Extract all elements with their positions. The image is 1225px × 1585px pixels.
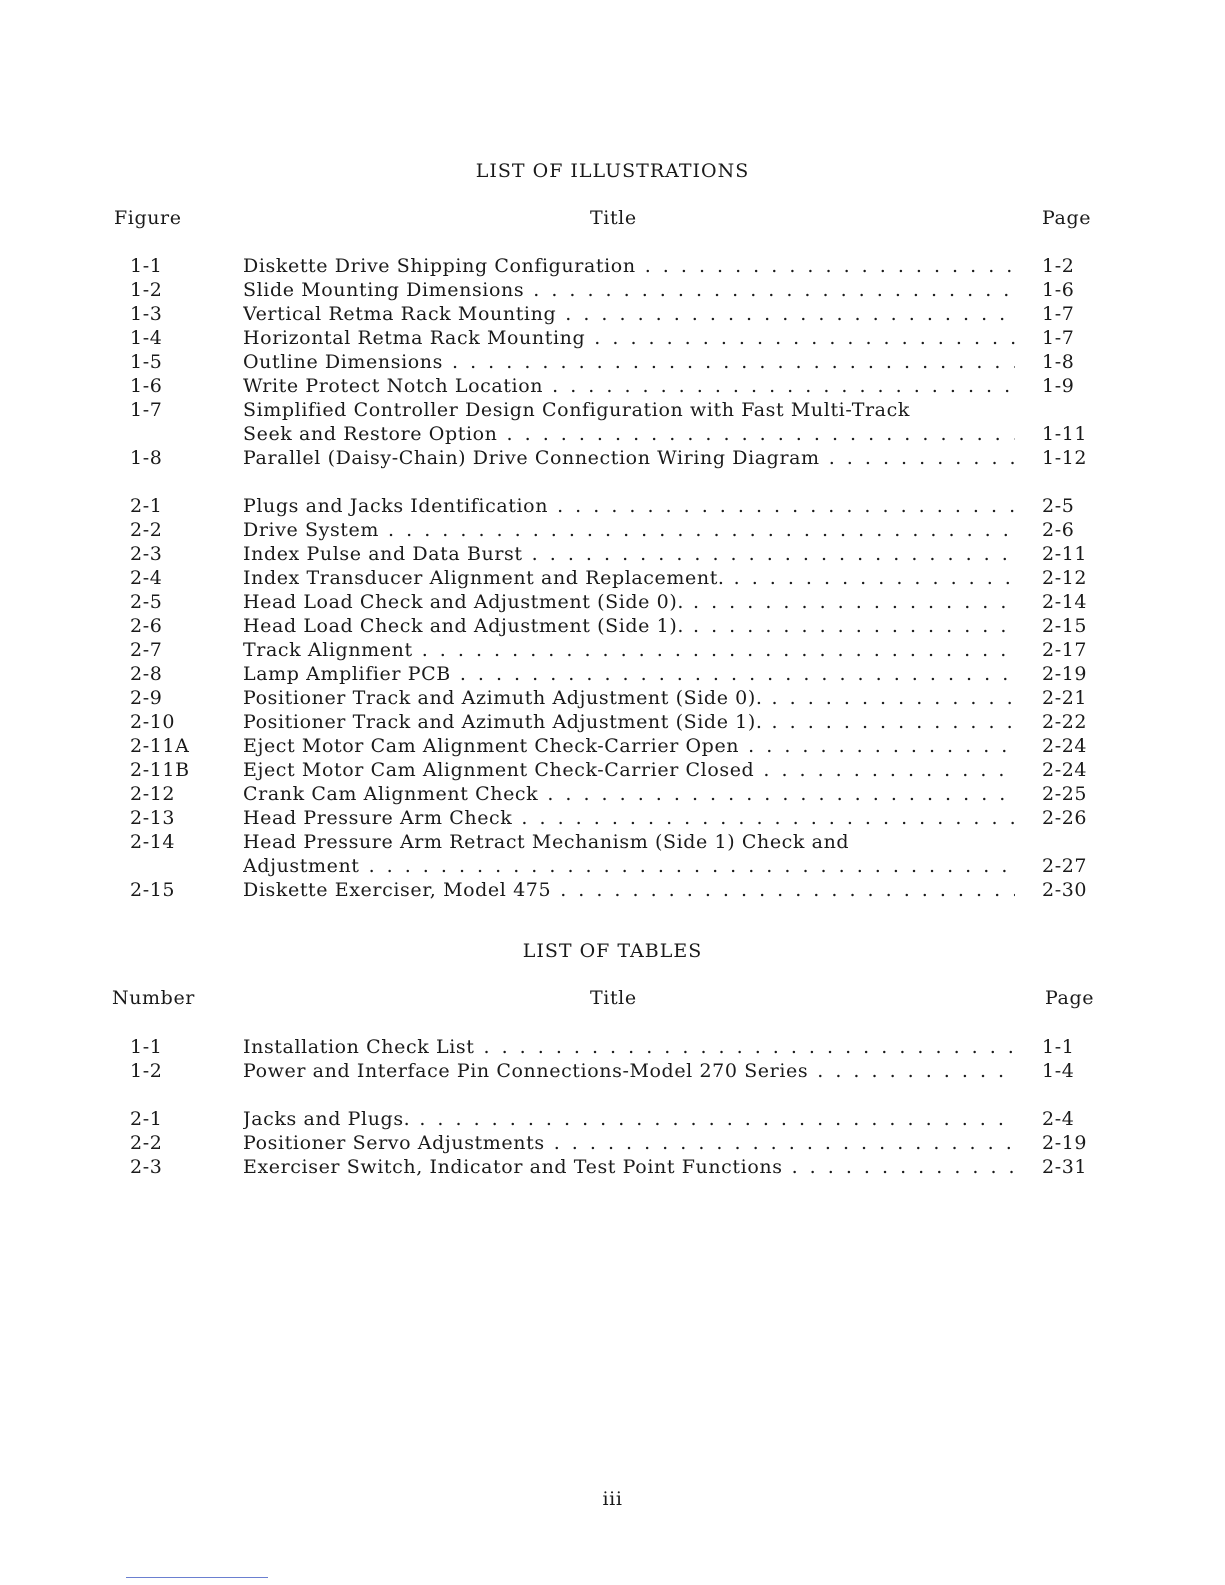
entry-page: 2-26 <box>1042 807 1088 829</box>
entry-title <box>243 494 1015 518</box>
entry-page: 1-1 <box>1042 1036 1075 1058</box>
entry-title-text: Eject Motor Cam Alignment Check-Carrier Open <box>243 735 740 757</box>
entry-title-text: Seek and Restore Option <box>243 423 498 445</box>
dot-leader <box>410 1108 1015 1130</box>
entry-number: 1-1 <box>130 1036 163 1058</box>
entry-title-text: Exerciser Switch, Indicator and Test Point Functions <box>243 1156 783 1178</box>
entry-page: 1-7 <box>1042 303 1075 325</box>
toc-row <box>0 542 1225 566</box>
entry-title <box>243 542 1015 566</box>
entry-title-text: Head Pressure Arm Retract Mechanism (Side 1) Check and <box>243 831 850 853</box>
dot-leader <box>551 879 1015 901</box>
entry-title-text: Simplified Controller Design Configuration with Fast Multi-Track <box>243 399 910 421</box>
toc-row <box>0 494 1225 518</box>
entry-title-text: Positioner Track and Azimuth Adjustment (Side 1). <box>243 711 763 733</box>
entry-number: 2-11A <box>130 735 190 757</box>
entry-title-text: Jacks and Plugs. <box>243 1108 411 1130</box>
entry-page: 2-27 <box>1042 855 1088 877</box>
entry-title <box>243 350 1015 374</box>
entry-number: 2-10 <box>130 711 176 733</box>
entry-title <box>243 566 1015 590</box>
entry-title-text: Index Pulse and Data Burst <box>243 543 523 565</box>
entry-page: 2-12 <box>1042 567 1088 589</box>
entry-title-text: Drive System <box>243 519 380 541</box>
entry-title <box>243 758 1015 782</box>
entry-number: 2-7 <box>130 639 163 661</box>
toc-row <box>0 686 1225 710</box>
tables-col-title: Title <box>590 987 637 1009</box>
dot-leader <box>498 423 1016 445</box>
entry-group <box>0 254 1225 470</box>
entry-number: 2-11B <box>130 759 190 781</box>
toc-row <box>0 758 1225 782</box>
entry-number: 2-8 <box>130 663 163 685</box>
entry-number: 2-14 <box>130 831 176 853</box>
entry-number: 2-13 <box>130 807 176 829</box>
dot-leader <box>725 567 1015 589</box>
toc-row <box>0 806 1225 830</box>
entry-number: 2-12 <box>130 783 176 805</box>
toc-row <box>0 590 1225 614</box>
entry-number: 2-9 <box>130 687 163 709</box>
entry-title-text: Diskette Drive Shipping Configuration <box>243 255 636 277</box>
toc-row <box>0 518 1225 542</box>
entry-title <box>243 1059 1015 1083</box>
entry-title <box>243 638 1015 662</box>
toc-row <box>0 782 1225 806</box>
illustrations-col-figure: Figure <box>114 207 182 229</box>
entry-page: 1-11 <box>1042 423 1088 445</box>
link-underline-mark <box>126 1577 268 1578</box>
entry-title-text: Positioner Track and Azimuth Adjustment (Side 0). <box>243 687 763 709</box>
entry-number: 2-3 <box>130 543 163 565</box>
entry-page: 2-24 <box>1042 759 1088 781</box>
entry-page: 1-4 <box>1042 1060 1075 1082</box>
toc-row <box>0 734 1225 758</box>
entry-page: 2-5 <box>1042 495 1075 517</box>
entry-page: 1-7 <box>1042 327 1075 349</box>
dot-leader <box>512 807 1015 829</box>
entry-number: 1-4 <box>130 327 163 349</box>
entry-title <box>243 422 1015 446</box>
entry-title-text: Horizontal Retma Rack Mounting <box>243 327 586 349</box>
dot-leader <box>538 783 1015 805</box>
toc-row <box>0 326 1225 350</box>
entry-number: 1-3 <box>130 303 163 325</box>
dot-leader <box>379 519 1015 541</box>
toc-row <box>0 566 1225 590</box>
dot-leader <box>524 279 1015 301</box>
entry-number: 2-2 <box>130 1132 163 1154</box>
entry-page: 1-8 <box>1042 351 1075 373</box>
entry-title-text: Track Alignment <box>243 639 413 661</box>
entry-page: 2-11 <box>1042 543 1088 565</box>
tables-heading: LIST OF TABLES <box>522 940 703 962</box>
toc-row <box>0 710 1225 734</box>
entry-title-text: Diskette Exerciser, Model 475 <box>243 879 552 901</box>
entry-title-text: Parallel (Daisy-Chain) Drive Connection Wiring Diagram <box>243 447 820 469</box>
entry-page: 1-9 <box>1042 375 1075 397</box>
entry-title <box>243 326 1015 350</box>
entry-number: 2-4 <box>130 567 163 589</box>
illustrations-col-page: Page <box>1042 207 1092 229</box>
toc-row <box>0 422 1225 446</box>
entry-title <box>243 662 1015 686</box>
dot-leader <box>763 711 1015 733</box>
entry-title-text: Outline Dimensions <box>243 351 443 373</box>
entry-page: 2-31 <box>1042 1156 1088 1178</box>
dot-leader <box>523 543 1015 565</box>
entry-title-text: Index Transducer Alignment and Replacement. <box>243 567 725 589</box>
dot-leader <box>684 615 1015 637</box>
entry-title <box>243 878 1015 902</box>
entry-number: 2-2 <box>130 519 163 541</box>
dot-leader <box>474 1036 1015 1058</box>
entry-title <box>243 710 1015 734</box>
dot-leader <box>545 1132 1015 1154</box>
entry-page: 2-19 <box>1042 663 1088 685</box>
entry-number: 2-3 <box>130 1156 163 1178</box>
dot-leader <box>548 495 1015 517</box>
entry-title-text: Adjustment <box>243 855 360 877</box>
dot-leader <box>808 1060 1015 1082</box>
entry-page: 2-14 <box>1042 591 1088 613</box>
page-number: iii <box>602 1488 623 1510</box>
toc-row <box>0 1107 1225 1131</box>
dot-leader <box>820 447 1015 469</box>
entry-title-text: Vertical Retma Rack Mounting <box>243 303 557 325</box>
illustrations-heading: LIST OF ILLUSTRATIONS <box>475 160 750 182</box>
entry-number: 1-6 <box>130 375 163 397</box>
entry-title-text: Power and Interface Pin Connections-Model 270 Series <box>243 1060 809 1082</box>
entry-title <box>243 374 1015 398</box>
toc-row <box>0 254 1225 278</box>
toc-row <box>0 1155 1225 1179</box>
toc-row <box>0 1131 1225 1155</box>
entry-page: 2-25 <box>1042 783 1088 805</box>
dot-leader <box>636 255 1015 277</box>
entry-title-text: Plugs and Jacks Identification <box>243 495 549 517</box>
entry-number: 1-1 <box>130 255 163 277</box>
entry-title <box>243 854 1015 878</box>
entry-title-text: Slide Mounting Dimensions <box>243 279 525 301</box>
entry-number: 1-7 <box>130 399 163 421</box>
entry-page: 2-15 <box>1042 615 1088 637</box>
entry-title <box>243 734 1015 758</box>
entry-number: 1-8 <box>130 447 163 469</box>
entry-title-text: Installation Check List <box>243 1036 475 1058</box>
entry-number: 1-5 <box>130 351 163 373</box>
toc-row <box>0 614 1225 638</box>
entry-title <box>243 830 1015 854</box>
entry-title <box>243 278 1015 302</box>
toc-row <box>0 830 1225 854</box>
dot-leader <box>585 327 1015 349</box>
entry-group <box>0 1035 1225 1083</box>
entry-title-text: Positioner Servo Adjustments <box>243 1132 545 1154</box>
entry-page: 2-30 <box>1042 879 1088 901</box>
dot-leader <box>684 591 1015 613</box>
entry-number: 2-5 <box>130 591 163 613</box>
toc-row <box>0 1035 1225 1059</box>
dot-leader <box>543 375 1015 397</box>
dot-leader <box>413 639 1015 661</box>
entry-page: 2-4 <box>1042 1108 1075 1130</box>
dot-leader <box>443 351 1015 373</box>
group-gap <box>0 1083 1225 1107</box>
entry-group <box>0 494 1225 902</box>
toc-row <box>0 398 1225 422</box>
entry-title <box>243 398 1015 422</box>
dot-leader <box>360 855 1015 877</box>
entry-number: 1-2 <box>130 1060 163 1082</box>
illustrations-col-title: Title <box>590 207 637 229</box>
toc-row <box>0 878 1225 902</box>
entry-title <box>243 686 1015 710</box>
entry-title <box>243 302 1015 326</box>
entry-title <box>243 1155 1015 1179</box>
entry-number: 2-1 <box>130 1108 163 1130</box>
dot-leader <box>451 663 1015 685</box>
toc-row <box>0 662 1225 686</box>
entry-page: 2-24 <box>1042 735 1088 757</box>
dot-leader <box>739 735 1015 757</box>
entry-title <box>243 1107 1015 1131</box>
entry-title <box>243 782 1015 806</box>
entry-title-text: Head Load Check and Adjustment (Side 0). <box>243 591 684 613</box>
toc-row <box>0 302 1225 326</box>
toc-row <box>0 638 1225 662</box>
entry-title <box>243 806 1015 830</box>
entry-title <box>243 254 1015 278</box>
entry-page: 2-19 <box>1042 1132 1088 1154</box>
entry-title <box>243 518 1015 542</box>
entry-title-text: Head Pressure Arm Check <box>243 807 513 829</box>
entry-title <box>243 590 1015 614</box>
entry-number: 1-2 <box>130 279 163 301</box>
entry-title-text: Write Protect Notch Location <box>243 375 544 397</box>
group-gap <box>0 470 1225 494</box>
illustrations-list <box>0 254 1225 902</box>
toc-row <box>0 350 1225 374</box>
toc-row <box>0 446 1225 470</box>
entry-title <box>243 446 1015 470</box>
toc-row <box>0 278 1225 302</box>
entry-title-text: Eject Motor Cam Alignment Check-Carrier Closed <box>243 759 755 781</box>
dot-leader <box>556 303 1015 325</box>
entry-number: 2-15 <box>130 879 176 901</box>
tables-col-page: Page <box>1045 987 1095 1009</box>
entry-page: 1-2 <box>1042 255 1075 277</box>
entry-title-text: Lamp Amplifier PCB <box>243 663 451 685</box>
tables-col-number: Number <box>112 987 195 1009</box>
entry-page: 2-17 <box>1042 639 1088 661</box>
entry-page: 2-6 <box>1042 519 1075 541</box>
entry-group <box>0 1107 1225 1179</box>
entry-page: 1-6 <box>1042 279 1075 301</box>
entry-title <box>243 1131 1015 1155</box>
dot-leader <box>783 1156 1015 1178</box>
entry-page: 2-22 <box>1042 711 1088 733</box>
entry-page: 1-12 <box>1042 447 1088 469</box>
toc-row <box>0 374 1225 398</box>
dot-leader <box>763 687 1015 709</box>
toc-row <box>0 1059 1225 1083</box>
entry-number: 2-1 <box>130 495 163 517</box>
entry-page: 2-21 <box>1042 687 1088 709</box>
toc-row <box>0 854 1225 878</box>
dot-leader <box>754 759 1015 781</box>
entry-title <box>243 1035 1015 1059</box>
tables-list <box>0 1035 1225 1179</box>
entry-number: 2-6 <box>130 615 163 637</box>
entry-title <box>243 614 1015 638</box>
entry-title-text: Crank Cam Alignment Check <box>243 783 539 805</box>
entry-title-text: Head Load Check and Adjustment (Side 1). <box>243 615 684 637</box>
